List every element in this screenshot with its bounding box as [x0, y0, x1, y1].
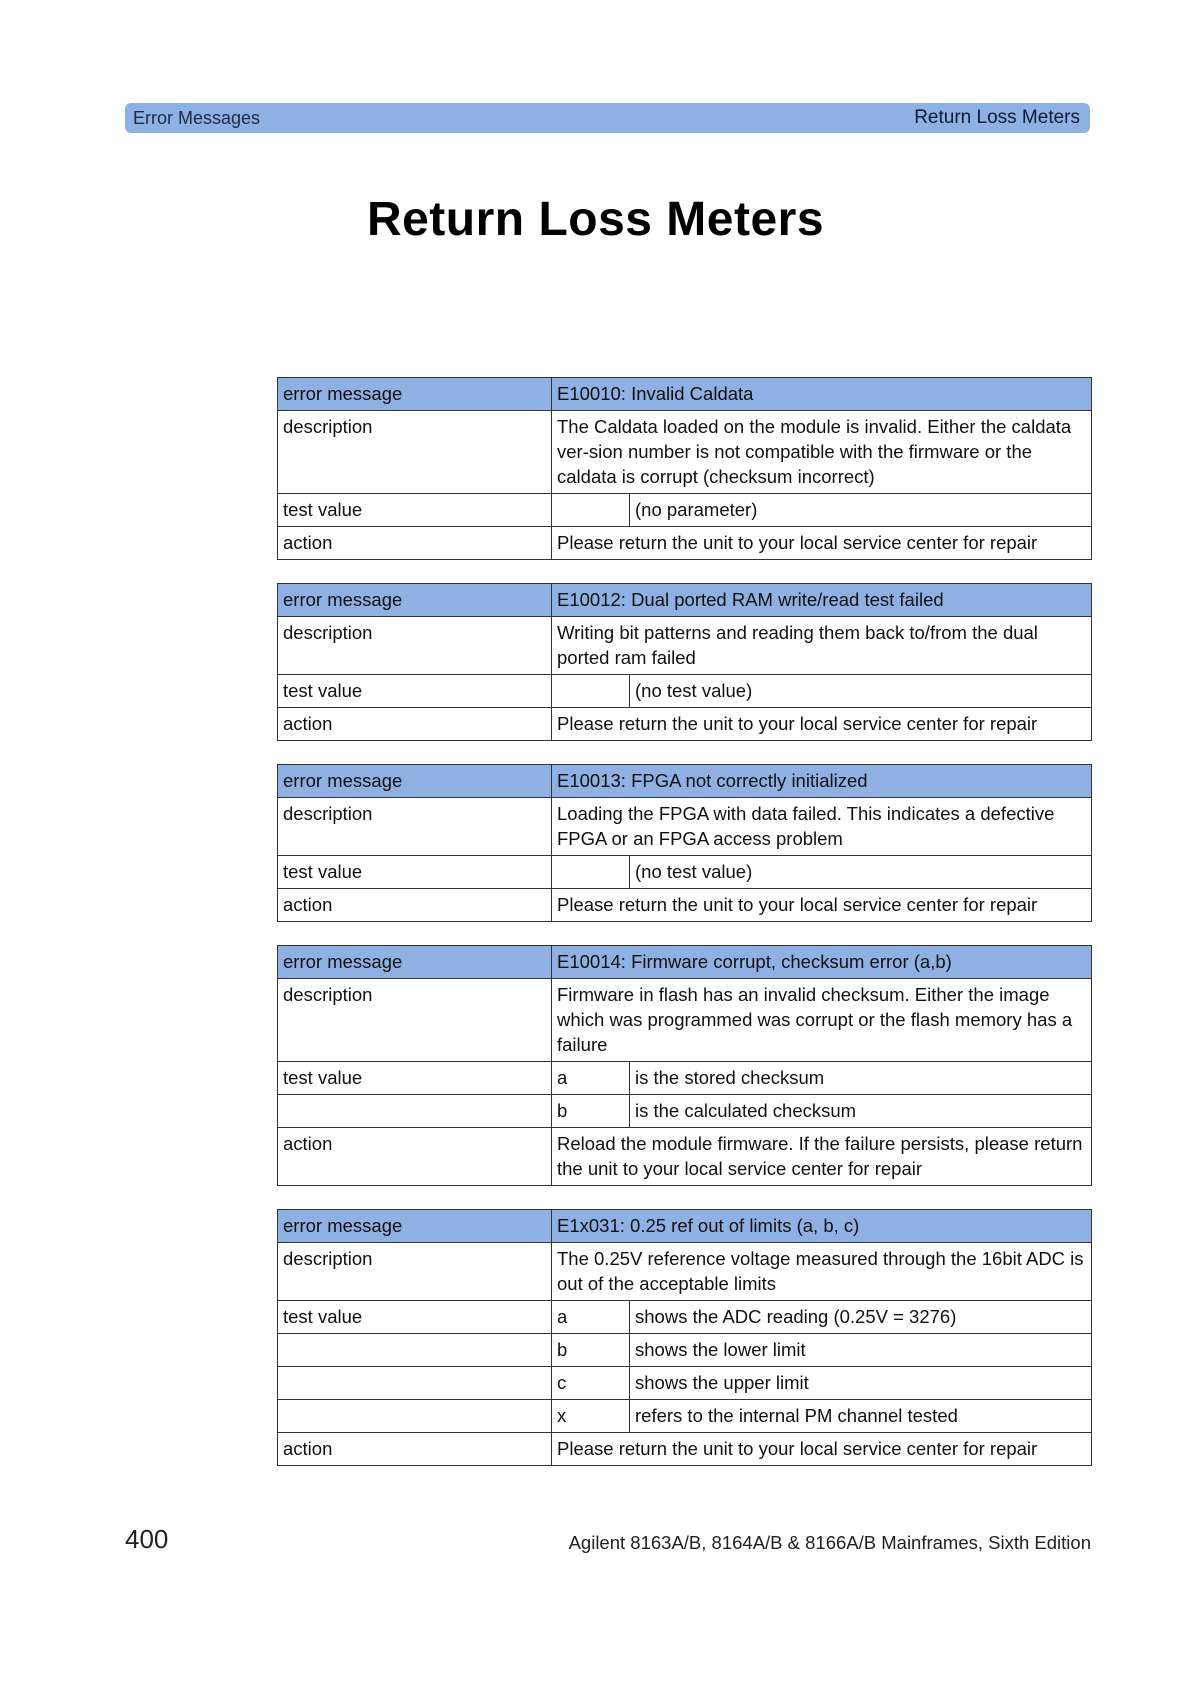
- page-number: 400: [125, 1524, 169, 1554]
- test-value-text: shows the upper limit: [630, 1367, 1092, 1400]
- test-value-row: [278, 675, 1092, 708]
- test-value-key: b: [552, 1095, 630, 1128]
- test-value-row: [278, 1301, 1092, 1334]
- action-label: action: [278, 889, 552, 922]
- test-value-key: [552, 494, 630, 527]
- test-value-row: [278, 1400, 1092, 1433]
- test-value-label: test value: [278, 856, 552, 889]
- test-value-key: c: [552, 1367, 630, 1400]
- error-message-label: error message: [278, 765, 552, 798]
- error-tables: [277, 377, 1091, 1489]
- action-row: [278, 889, 1092, 922]
- error-message-row: [278, 584, 1092, 617]
- action-text: Please return the unit to your local service center for repair: [552, 1433, 1092, 1466]
- test-value-label: test value: [278, 1301, 552, 1334]
- description-text: Loading the FPGA with data failed. This indicates a defective FPGA or an FPGA access problem: [552, 798, 1092, 856]
- action-label: action: [278, 527, 552, 560]
- test-value-row: [278, 1334, 1092, 1367]
- description-row: [278, 979, 1092, 1062]
- error-table: [277, 945, 1092, 1186]
- description-row: [278, 798, 1092, 856]
- footer-text: Agilent 8163A/B, 8164A/B & 8166A/B Mainframes, Sixth Edition: [568, 1532, 1091, 1553]
- description-row: [278, 411, 1092, 494]
- error-table: [277, 377, 1092, 560]
- test-value-label-empty: [278, 1095, 552, 1128]
- error-message-code: E10013: FPGA not correctly initialized: [552, 765, 1092, 798]
- test-value-text: (no test value): [630, 675, 1092, 708]
- test-value-key: a: [552, 1062, 630, 1095]
- error-message-code: E10014: Firmware corrupt, checksum error (a,b): [552, 946, 1092, 979]
- error-message-row: [278, 765, 1092, 798]
- description-label: description: [278, 1243, 552, 1301]
- description-label: description: [278, 979, 552, 1062]
- test-value-row: [278, 494, 1092, 527]
- test-value-text: (no parameter): [630, 494, 1092, 527]
- error-message-label: error message: [278, 378, 552, 411]
- description-label: description: [278, 617, 552, 675]
- test-value-text: refers to the internal PM channel tested: [630, 1400, 1092, 1433]
- error-message-row: [278, 378, 1092, 411]
- running-header: [125, 103, 1090, 133]
- action-text: Please return the unit to your local service center for repair: [552, 889, 1092, 922]
- action-row: [278, 527, 1092, 560]
- action-text: Reload the module firmware. If the failure persists, please return the unit to your local service center for repair: [552, 1128, 1092, 1186]
- test-value-label: test value: [278, 494, 552, 527]
- test-value-row: [278, 1095, 1092, 1128]
- description-text: The Caldata loaded on the module is invalid. Either the caldata ver-sion number is not compatible with the firmware or the caldata is corrupt (checksum incorrect): [552, 411, 1092, 494]
- test-value-text: shows the lower limit: [630, 1334, 1092, 1367]
- error-message-code: E1x031: 0.25 ref out of limits (a, b, c): [552, 1210, 1092, 1243]
- description-text: Firmware in flash has an invalid checksum. Either the image which was programmed was corrupt or the flash memory has a failure: [552, 979, 1092, 1062]
- test-value-text: (no test value): [630, 856, 1092, 889]
- header-section-label: Error Messages: [133, 108, 261, 128]
- description-row: [278, 1243, 1092, 1301]
- test-value-label: test value: [278, 675, 552, 708]
- error-table: [277, 583, 1092, 741]
- test-value-key: b: [552, 1334, 630, 1367]
- test-value-text: is the stored checksum: [630, 1062, 1092, 1095]
- test-value-key: a: [552, 1301, 630, 1334]
- error-table: [277, 1209, 1092, 1466]
- error-message-label: error message: [278, 946, 552, 979]
- test-value-key: x: [552, 1400, 630, 1433]
- action-row: [278, 1128, 1092, 1186]
- description-text: The 0.25V reference voltage measured through the 16bit ADC is out of the acceptable limits: [552, 1243, 1092, 1301]
- description-label: description: [278, 798, 552, 856]
- description-text: Writing bit patterns and reading them back to/from the dual ported ram failed: [552, 617, 1092, 675]
- description-label: description: [278, 411, 552, 494]
- test-value-row: [278, 856, 1092, 889]
- test-value-key: [552, 856, 630, 889]
- header-chapter-label: Return Loss Meters: [914, 107, 1080, 128]
- error-message-code: E10010: Invalid Caldata: [552, 378, 1092, 411]
- error-message-row: [278, 1210, 1092, 1243]
- description-row: [278, 617, 1092, 675]
- test-value-label: test value: [278, 1062, 552, 1095]
- error-message-code: E10012: Dual ported RAM write/read test failed: [552, 584, 1092, 617]
- action-text: Please return the unit to your local service center for repair: [552, 527, 1092, 560]
- action-label: action: [278, 1433, 552, 1466]
- test-value-text: is the calculated checksum: [630, 1095, 1092, 1128]
- test-value-row: [278, 1062, 1092, 1095]
- test-value-label-empty: [278, 1400, 552, 1433]
- test-value-key: [552, 675, 630, 708]
- test-value-label-empty: [278, 1367, 552, 1400]
- test-value-label-empty: [278, 1334, 552, 1367]
- action-text: Please return the unit to your local service center for repair: [552, 708, 1092, 741]
- page-title: Return Loss Meters: [366, 193, 825, 246]
- test-value-row: [278, 1367, 1092, 1400]
- action-row: [278, 1433, 1092, 1466]
- action-row: [278, 708, 1092, 741]
- action-label: action: [278, 708, 552, 741]
- test-value-text: shows the ADC reading (0.25V = 3276): [630, 1301, 1092, 1334]
- error-table: [277, 764, 1092, 922]
- action-label: action: [278, 1128, 552, 1186]
- error-message-row: [278, 946, 1092, 979]
- error-message-label: error message: [278, 584, 552, 617]
- error-message-label: error message: [278, 1210, 552, 1243]
